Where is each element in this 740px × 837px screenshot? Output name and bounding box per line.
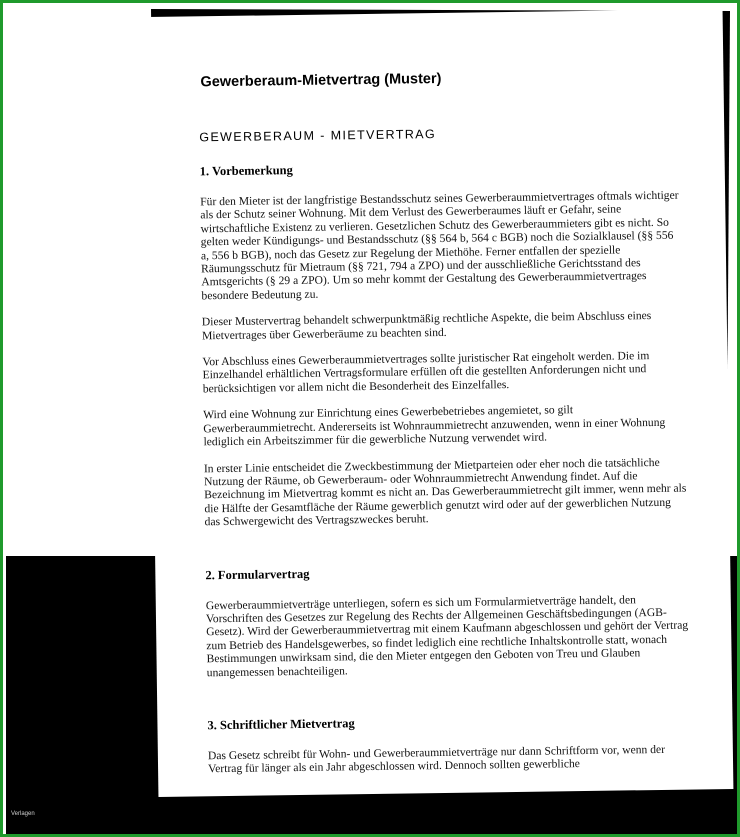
document-page [148, 9, 734, 797]
section-formularvertrag [205, 561, 690, 679]
section-heading: 1. Vorbemerkung [199, 163, 293, 179]
section-schriftlicher-mietvertrag [207, 712, 691, 777]
section-vorbemerkung [200, 158, 688, 529]
paragraph: Das Gesetz schreibt für Wohn- und Gewerberaummietverträge nur dann Schriftform vor, wenn der Vertrag für länger als ein Jahr abgeschlossen wird. Dennoch sollten gewerbliche [207, 742, 666, 776]
paragraph: Für den Mieter ist der langfristige Bestandsschutz seines Gewerberaummietvertrages oftmals wichtiger als der Schutz seiner Wohnung. Mit dem Verlust des Gewerberaumes läuft er Gefahr, seine wirtschaftliche Existenz zu verlieren. Gesetzlichen Schutz des Gewerberaummieters gibt es nicht. So gelten weder Kündigungs- und Bestandsschutz (§§ 564 b, 564 c BGB) noch die Sozialklausel (§§ 556 a, 556 b BGB), noch das Gesetz zur Regelung der Miethöhe. Ferner entfallen der spezielle Räumungsschutz für Mietraum (§§ 721, 794 a ZPO) und der ausschließliche Gerichtsstand des Amtsgerichts (§ 29 a ZPO). Um so mehr kommt der Gestaltung des Gewerberaummietvertrages besondere Bedeutung zu. [200, 188, 679, 303]
paragraph: Dieser Mustervertrag behandelt schwerpunktmäßig rechtliche Aspekte, die beim Abschluss eines Mietvertrages über Gewerberäume zu beachten sind. [201, 309, 652, 342]
paragraph: In erster Linie entscheidet die Zweckbestimmung der Mietparteien oder eher noch die tatsächliche Nutzung der Räume, ob Gewerberaum- oder Wohnraummietrecht Anwendung findet. Auf die Bezeichnung im Mietvertrag kommt es nicht an. Das Gewerberaummietrecht gilt immer, wenn mehr als die Hälfte der Gesamtfläche der Räume gewerblich genutzt wird oder auf der gewerblichen Nutzung das Schwergewicht des Vertragszweckes beruht. [203, 455, 687, 529]
paragraph: Gewerberaummietverträge unterliegen, sofern es sich um Formularmietverträge handelt, den Vorschriften des Gesetzes zur Regelung des Rechts der Allgemeinen Geschäftsbedingungen (AGB-Gesetz). Wird der Gewerberaummietvertrag mit einem Kaufmann abgeschlossen und gehört der Vertrag zum Betrieb des Handelsgewerbes, so findet lediglich eine rechtliche Inhaltskontrolle statt, wonach Bestimmungen unwirksam sind, die den Mieter entgegen den Geboten von Treu und Glauben unangemessen benachteiligen. [205, 592, 689, 679]
document-title: Gewerberaum-Mietvertrag (Muster) [200, 70, 442, 91]
paragraph: Wird eine Wohnung zur Einrichtung eines Gewerbebetriebes angemietet, so gilt Gewerberaummietrecht. Andererseits ist Wohnraummietrecht anzuwenden, wenn in einer Wohnung lediglich ein Arbeitszimmer für die gewerbliche Nutzung verwendet wird. [203, 403, 666, 449]
document-sheet [148, 9, 734, 797]
document-subtitle: GEWERBERAUM - MIETVERTRAG [199, 127, 437, 145]
section-heading: 3. Schriftlicher Mietvertrag [207, 716, 355, 733]
paragraph: Vor Abschluss eines Gewerberaummietvertrages sollte juristischer Rat eingeholt werden. Die im Einzelhandel erhältlichen Vertragsformulare erfüllen oft die gestellten Anforderungen nicht und berücksichtigen vor allem nicht die Besonderheit des Einzelfalles. [202, 349, 650, 396]
section-heading: 2. Formularvertrag [205, 566, 310, 582]
watermark-label: Verlagen [11, 811, 35, 817]
